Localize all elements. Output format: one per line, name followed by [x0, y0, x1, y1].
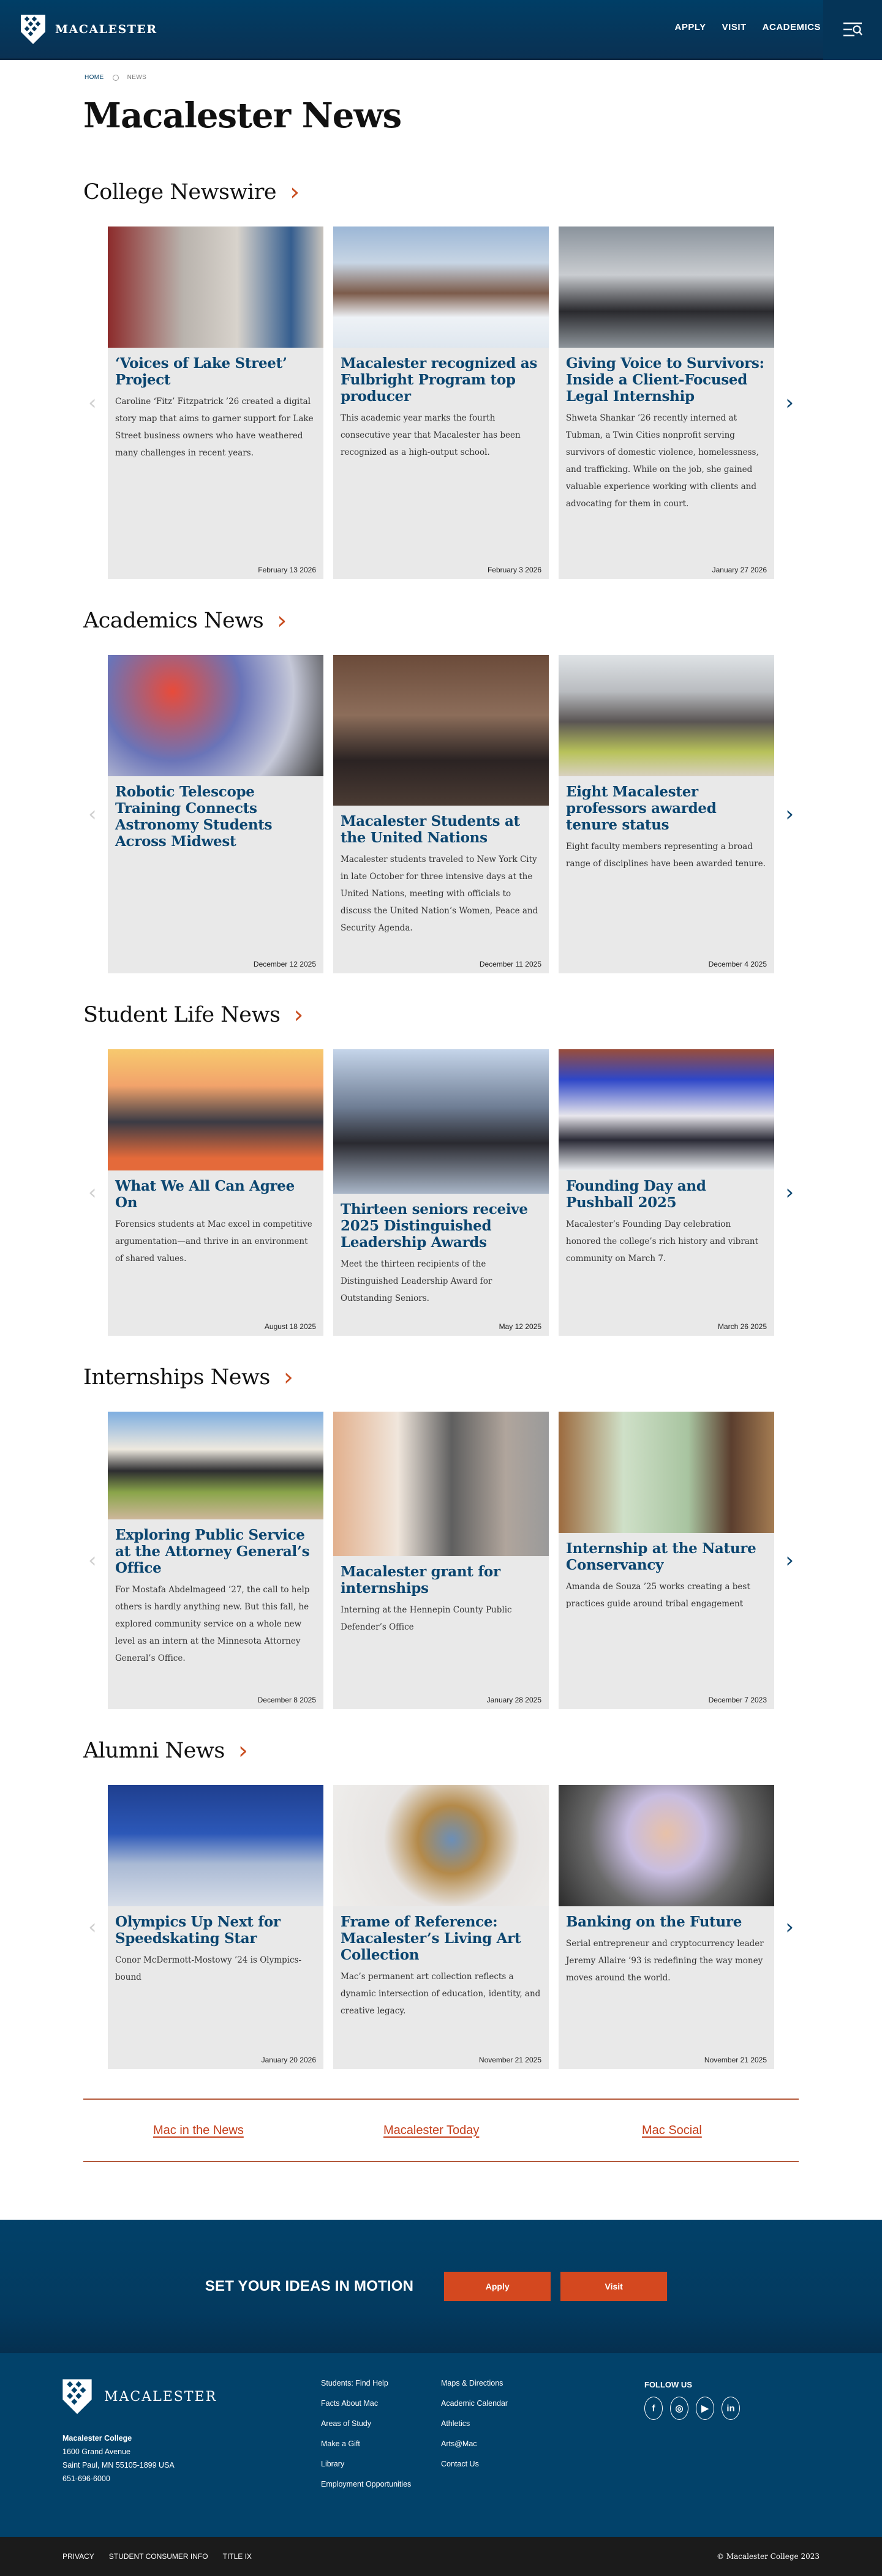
carousel-next-icon[interactable]: › — [785, 802, 794, 826]
card-date: December 4 2025 — [708, 960, 767, 968]
footer-link-areas-of-study[interactable]: Areas of Study — [321, 2419, 371, 2428]
card-title: Frame of Reference: Macalester’s Living Art Collection — [341, 1914, 521, 1963]
card-title: Macalester Students at the United Nations — [341, 813, 520, 846]
card-date: January 27 2026 — [712, 566, 767, 574]
carousel-next-icon[interactable]: › — [785, 1548, 794, 1573]
instagram-icon[interactable]: ◎ — [670, 2397, 688, 2420]
card-desc: For Mostafa Abdelmageed ’27, the call to help others is hardly anything new. But this fall, he explored community service on a whole new level as an intern at the Minnesota Attorney General’s Office. — [115, 1585, 310, 1663]
carousel-prev-icon[interactable]: ‹ — [88, 1180, 97, 1205]
nav-apply[interactable]: APPLY — [674, 22, 706, 32]
chevron-right-icon[interactable]: › — [293, 1001, 304, 1029]
card-date: December 11 2025 — [479, 960, 541, 968]
carousel-next-icon[interactable]: › — [785, 391, 794, 415]
footer-link-contact-us[interactable]: Contact Us — [441, 2460, 479, 2468]
card-title: Eight Macalester professors awarded tenure status — [566, 784, 717, 833]
card-image — [559, 1049, 774, 1170]
news-card[interactable] — [333, 1785, 549, 2069]
card-date: January 28 2025 — [486, 1696, 541, 1704]
card-date: December 7 2023 — [708, 1696, 767, 1704]
section-alumni-news — [83, 1734, 799, 2069]
news-carousel — [83, 1049, 799, 1336]
cta-text: SET YOUR IDEAS IN MOTION — [205, 2278, 414, 2294]
news-card[interactable] — [559, 655, 774, 973]
card-image — [108, 1049, 323, 1170]
link-title-ix[interactable]: TITLE IX — [222, 2552, 252, 2561]
footer-logo-link[interactable] — [61, 2378, 217, 2416]
footer-link-facts-about-mac[interactable]: Facts About Mac — [321, 2399, 379, 2408]
card-image — [108, 1412, 323, 1519]
link-mac-social[interactable]: Mac Social — [642, 2123, 702, 2137]
macalester-shield-icon — [20, 13, 47, 45]
card-desc: Forensics students at Mac excel in competitive argumentation—and thrive in an environment of shared values. — [115, 1219, 312, 1264]
card-desc: Amanda de Souza ’25 works creating a best practices guide around tribal engagement — [566, 1582, 750, 1609]
macalester-shield-icon — [61, 2378, 93, 2416]
news-card[interactable] — [108, 1049, 323, 1336]
card-title: ‘Voices of Lake Street’ Project — [115, 355, 287, 388]
news-card[interactable] — [108, 1412, 323, 1709]
cta-visit-button[interactable]: Visit — [560, 2272, 667, 2301]
carousel-next-icon[interactable]: › — [785, 1915, 794, 1939]
card-image — [333, 227, 549, 348]
news-card[interactable] — [559, 1049, 774, 1336]
card-image — [333, 1412, 549, 1556]
card-desc: Caroline ‘Fitz’ Fitzpatrick ’26 created a digital story map that aims to garner support for Lake Street business owners who have weathered many challenges in recent years. — [115, 397, 314, 458]
menu-search-button[interactable] — [823, 0, 882, 60]
footer-link-maps-directions[interactable]: Maps & Directions — [441, 2379, 503, 2387]
card-date: August 18 2025 — [264, 1322, 316, 1331]
chevron-right-icon[interactable]: › — [283, 1363, 293, 1391]
logo-link[interactable] — [20, 13, 157, 45]
card-title: Macalester recognized as Fulbright Program top producer — [341, 355, 538, 405]
footer-link-academic-calendar[interactable]: Academic Calendar — [441, 2399, 508, 2408]
footer-link-athletics[interactable]: Athletics — [441, 2419, 470, 2428]
card-image — [559, 1785, 774, 1906]
card-title: Banking on the Future — [566, 1914, 742, 1930]
news-card[interactable] — [333, 1049, 549, 1336]
breadcrumb-home[interactable]: HOME — [85, 74, 104, 81]
footer-links-col2 — [441, 2379, 508, 2480]
card-desc: Mac’s permanent art collection reflects a dynamic intersection of education, identity, and creative legacy. — [341, 1972, 541, 2016]
chevron-right-icon[interactable]: › — [238, 1737, 248, 1765]
section-college-newswire — [83, 175, 799, 579]
card-image — [559, 227, 774, 348]
link-student-consumer-info[interactable]: STUDENT CONSUMER INFO — [108, 2552, 208, 2561]
news-links-row — [83, 2099, 799, 2162]
facebook-icon[interactable]: f — [644, 2397, 663, 2420]
card-desc: This academic year marks the fourth consecutive year that Macalester has been recognized as a high-output school. — [341, 413, 521, 457]
section-title-link[interactable]: College Newswire — [83, 180, 277, 204]
section-academics-news — [83, 604, 799, 973]
footer-links-col1 — [321, 2379, 411, 2500]
news-card[interactable] — [108, 655, 323, 973]
section-student-life-news — [83, 998, 799, 1336]
menu-search-icon — [842, 22, 863, 38]
card-date: November 21 2025 — [704, 2056, 767, 2064]
link-mac-in-the-news[interactable]: Mac in the News — [153, 2123, 244, 2137]
card-title: Thirteen seniors receive 2025 Distinguished Leadership Awards — [341, 1201, 528, 1251]
card-desc: Interning at the Hennepin County Public Defender’s Office — [341, 1605, 512, 1632]
address-city: Saint Paul, MN 55105-1899 USA — [62, 2461, 175, 2469]
card-title: Olympics Up Next for Speedskating Star — [115, 1914, 281, 1947]
footer-link-arts-at-mac[interactable]: Arts@Mac — [441, 2439, 477, 2448]
card-date: December 8 2025 — [257, 1696, 316, 1704]
footer-link-library[interactable]: Library — [321, 2460, 345, 2468]
top-nav — [675, 22, 821, 32]
footer-logo-text: MACALESTER — [104, 2389, 217, 2405]
chevron-right-icon[interactable]: › — [277, 607, 287, 635]
page-title: Macalester News — [83, 95, 402, 136]
card-title: Internship at the Nature Conservancy — [566, 1540, 756, 1573]
section-internships-news — [83, 1360, 799, 1709]
card-date: May 12 2025 — [499, 1322, 541, 1331]
section-title-link[interactable]: Academics News — [83, 608, 264, 633]
address-phone: 651-696-6000 — [62, 2474, 110, 2483]
news-card[interactable] — [333, 655, 549, 973]
news-carousel — [83, 1785, 799, 2069]
card-image — [559, 1412, 774, 1533]
breadcrumb — [85, 74, 882, 81]
carousel-prev-icon[interactable]: ‹ — [88, 1915, 97, 1939]
card-image — [108, 655, 323, 776]
card-title: Robotic Telescope Training Connects Astronomy Students Across Midwest — [115, 784, 273, 850]
section-title-link[interactable]: Student Life News — [83, 1003, 281, 1027]
breadcrumb-current: NEWS — [127, 74, 147, 81]
card-date: February 3 2026 — [487, 566, 541, 574]
youtube-icon[interactable]: ▶ — [696, 2397, 714, 2420]
bottom-bar — [0, 2537, 882, 2576]
card-desc: Eight faculty members representing a broad range of disciplines have been awarded tenure. — [566, 842, 766, 869]
card-date: November 21 2025 — [478, 2056, 541, 2064]
footer-follow — [644, 2380, 740, 2420]
news-card[interactable] — [333, 1412, 549, 1709]
address-name: Macalester College — [62, 2434, 132, 2443]
card-image — [559, 655, 774, 776]
card-date: January 20 2026 — [261, 2056, 316, 2064]
site-header — [0, 0, 882, 60]
copyright: © Macalester College 2023 — [716, 2552, 820, 2561]
card-desc: Serial entrepreneur and cryptocurrency leader Jeremy Allaire ’93 is redefining the way money moves around the world. — [566, 1939, 764, 1983]
card-date: December 12 2025 — [253, 960, 316, 968]
card-desc: Meet the thirteen recipients of the Distinguished Leadership Award for Outstanding Seniors. — [341, 1259, 492, 1303]
footer-link-employment[interactable]: Employment Opportunities — [321, 2480, 412, 2488]
cta-apply-button[interactable]: Apply — [444, 2272, 551, 2301]
carousel-prev-icon[interactable]: ‹ — [88, 1548, 97, 1573]
news-card[interactable] — [333, 227, 549, 579]
card-desc: Macalester students traveled to New York City in late October for three intensive days at the United Nations, meeting with officials to discuss the United Nation’s Women, Peace and Security Agenda. — [341, 855, 538, 933]
card-image — [108, 1785, 323, 1906]
social-links — [644, 2397, 740, 2420]
card-date: February 13 2026 — [258, 566, 316, 574]
chevron-right-icon[interactable]: › — [290, 178, 300, 206]
carousel-prev-icon[interactable]: ‹ — [88, 391, 97, 415]
site-footer — [0, 2353, 882, 2537]
news-carousel — [83, 1412, 799, 1709]
link-macalester-today[interactable]: Macalester Today — [383, 2123, 480, 2137]
card-title: What We All Can Agree On — [115, 1178, 295, 1211]
section-title-link[interactable]: Internships News — [83, 1365, 270, 1390]
card-date: March 26 2025 — [717, 1322, 767, 1331]
card-title: Exploring Public Service at the Attorney General’s Office — [115, 1527, 310, 1576]
carousel-prev-icon[interactable]: ‹ — [88, 802, 97, 826]
linkedin-icon[interactable]: in — [722, 2397, 740, 2420]
news-card[interactable] — [559, 227, 774, 579]
footer-link-students-find-help[interactable]: Students: Find Help — [321, 2379, 388, 2387]
card-title: Macalester grant for internships — [341, 1563, 500, 1597]
news-carousel — [83, 655, 799, 973]
carousel-next-icon[interactable]: › — [785, 1180, 794, 1205]
news-card[interactable] — [559, 1785, 774, 2069]
footer-link-make-a-gift[interactable]: Make a Gift — [321, 2439, 360, 2448]
nav-visit[interactable]: VISIT — [722, 22, 747, 32]
section-title-link[interactable]: Alumni News — [83, 1739, 225, 1763]
nav-academics[interactable]: ACADEMICS — [762, 22, 821, 32]
card-title: Giving Voice to Survivors: Inside a Client-Focused Legal Internship — [566, 355, 764, 405]
address-street: 1600 Grand Avenue — [62, 2447, 130, 2456]
card-image — [108, 227, 323, 348]
card-desc: Shweta Shankar ’26 recently interned at Tubman, a Twin Cities nonprofit serving survivors of domestic violence, homelessness, and trafficking. While on the job, she gained valuable experience working with clients and advocating for them in court. — [566, 413, 759, 509]
card-image — [333, 1785, 549, 1906]
follow-us-label: FOLLOW US — [644, 2380, 692, 2389]
footer-address — [62, 2432, 175, 2485]
news-card[interactable] — [108, 1785, 323, 2069]
logo-text: MACALESTER — [55, 22, 157, 36]
card-image — [333, 1049, 549, 1194]
card-desc: Conor McDermott-Mostowy ’24 is Olympics-bound — [115, 1955, 302, 1982]
breadcrumb-separator-icon — [113, 75, 119, 81]
news-carousel — [83, 227, 799, 579]
news-card[interactable] — [108, 227, 323, 579]
news-card[interactable] — [559, 1412, 774, 1709]
card-desc: Macalester’s Founding Day celebration honored the college’s rich history and vibrant community on March 7. — [566, 1219, 758, 1264]
cta-banner — [0, 2220, 882, 2353]
link-privacy[interactable]: PRIVACY — [62, 2552, 94, 2561]
card-image — [333, 655, 549, 806]
card-title: Founding Day and Pushball 2025 — [566, 1178, 706, 1211]
